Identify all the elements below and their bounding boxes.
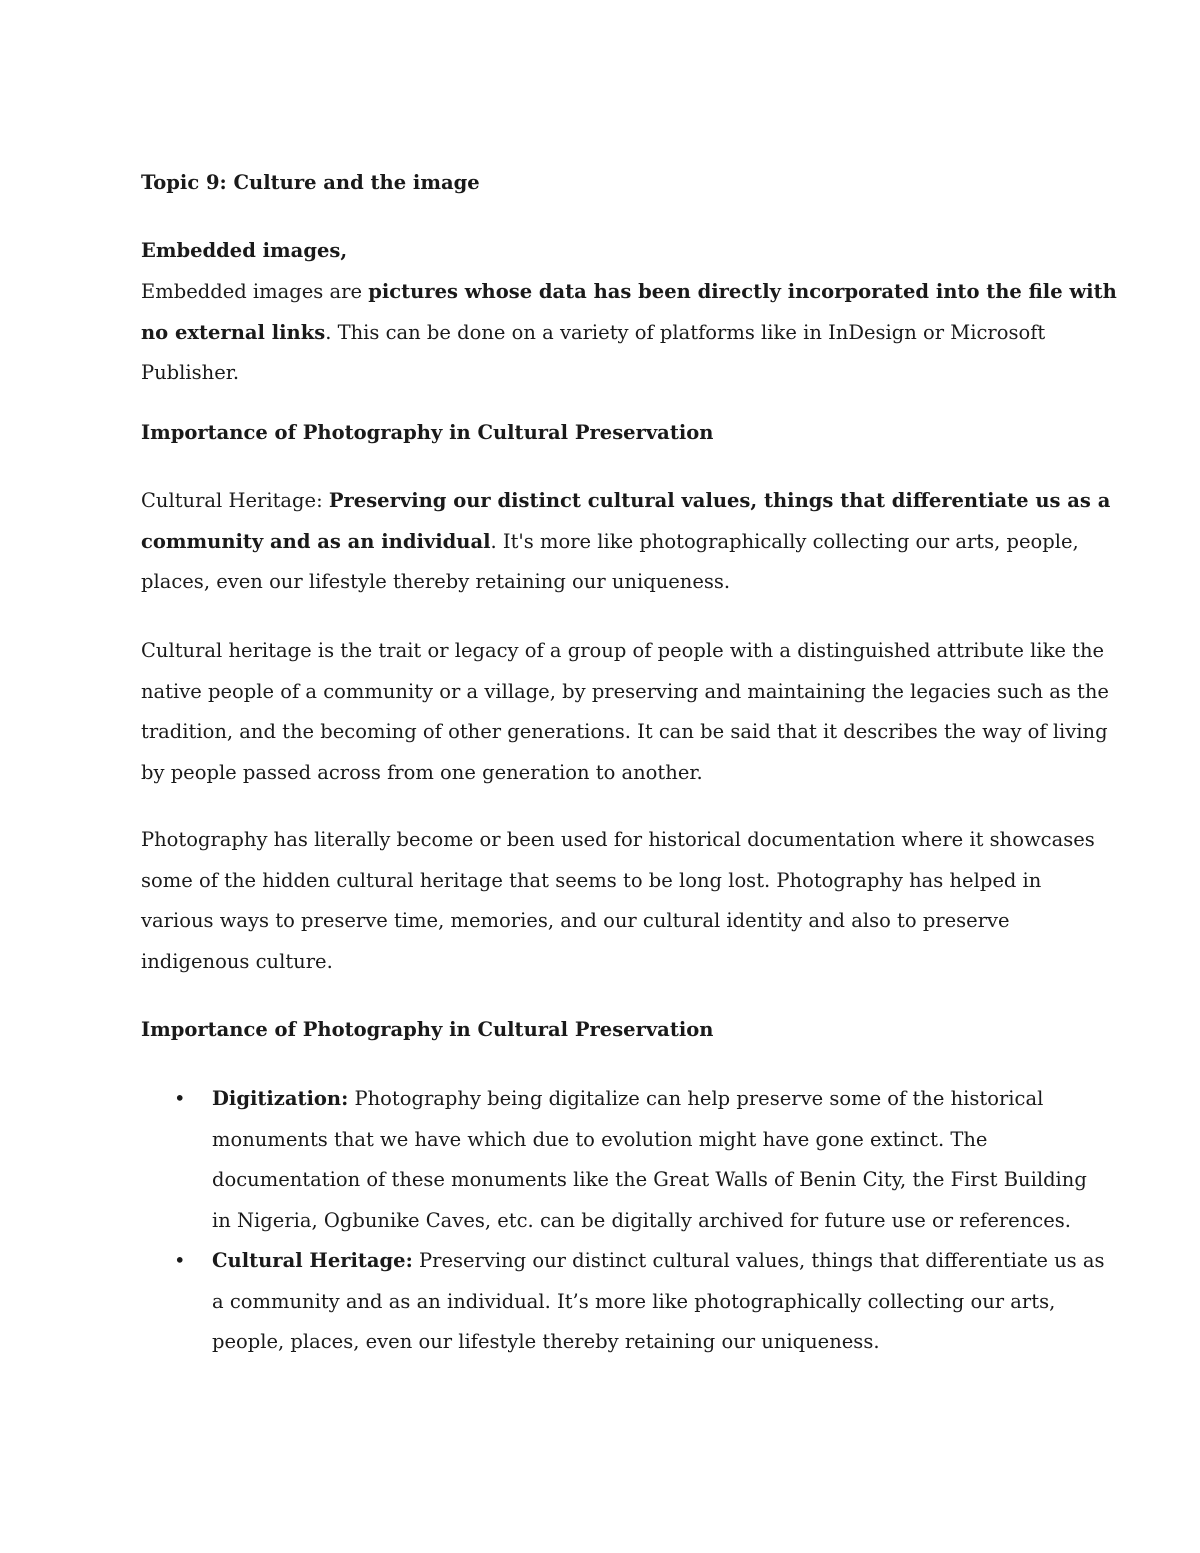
photography-paragraph [141,820,1095,982]
paragraph-line: people, places, even our lifestyle thereby retaining our uniqueness. [212,1330,880,1353]
paragraph-line: indigenous culture. [141,949,333,973]
cultural-heritage-paragraph [141,481,1110,603]
embedded-images-heading: Embedded images, [141,239,348,262]
bold-text: no external links [141,320,326,344]
paragraph-line: places, even our lifestyle thereby retaining our uniqueness. [141,570,731,593]
paragraph-line: Publisher. [141,361,240,384]
bold-text: Preserving our distinct cultural values, things that differentiate us as a [328,489,1111,512]
paragraph-line: native people of a community or a village, by preserving and maintaining the legacies such as the [141,679,1109,703]
list-item [141,1079,1087,1241]
paragraph-line [141,313,1117,354]
bullet-marker: • [174,1087,186,1110]
plain-text: Embedded images are [141,280,369,303]
bullet-list [141,1079,1105,1363]
topic-title: Topic 9: Culture and the image [141,171,480,194]
paragraph-line: documentation of these monuments like the Great Walls of Benin City, the First Building [212,1168,1087,1191]
paragraph-line [212,1241,1105,1282]
paragraph-line: various ways to preserve time, memories, and our cultural identity and also to preserve [141,909,1010,932]
paragraph-line [212,1079,1066,1120]
paragraph-line: Photography has literally become or been used for historical documentation where it showcases [141,828,1095,851]
paragraph-line: Cultural heritage is the trait or legacy of a group of people with a distinguished attribute like the [141,639,1105,662]
section-heading-importance-2: Importance of Photography in Cultural Preservation [141,1018,714,1041]
paragraph-line: by people passed across from one generation to another. [141,760,703,784]
bold-text: community and as an individual [141,529,491,553]
heritage-definition-paragraph [141,631,1109,793]
paragraph-line [141,272,1117,313]
plain-text: . It's more like photographically collecting our arts, people, [490,529,1079,553]
plain-text: Cultural Heritage: [141,489,329,512]
bullet-label: Cultural Heritage: [212,1249,413,1272]
paragraph-line: a community and as an individual. It’s more like photographically collecting our arts, [212,1289,1056,1313]
list-item [141,1241,1105,1363]
plain-text: Preserving our distinct cultural values, things that differentiate us as [412,1249,1105,1272]
bold-text: pictures whose data has been directly incorporated into the file with [368,280,1117,303]
section-heading-importance: Importance of Photography in Cultural Preservation [141,421,714,444]
paragraph-line [141,481,1110,522]
plain-text: . This can be done on a variety of platforms like in InDesign or Microsoft [325,320,1046,344]
embedded-images-paragraph [141,272,1117,394]
paragraph-line: in Nigeria, Ogbunike Caves, etc. can be digitally archived for future use or references. [212,1208,1071,1232]
paragraph-line [141,522,1110,563]
paragraph-line: monuments that we have which due to evolution might have gone extinct. The [212,1127,988,1151]
bullet-label: Digitization: [212,1087,349,1110]
bullet-marker: • [174,1249,186,1272]
plain-text: Photography being digitalize can help preserve some of the historical [348,1087,1044,1110]
paragraph-line: some of the hidden cultural heritage that seems to be long lost. Photography has helped in [141,868,1042,892]
paragraph-line: tradition, and the becoming of other generations. It can be said that it describes the way of living [141,720,1108,743]
